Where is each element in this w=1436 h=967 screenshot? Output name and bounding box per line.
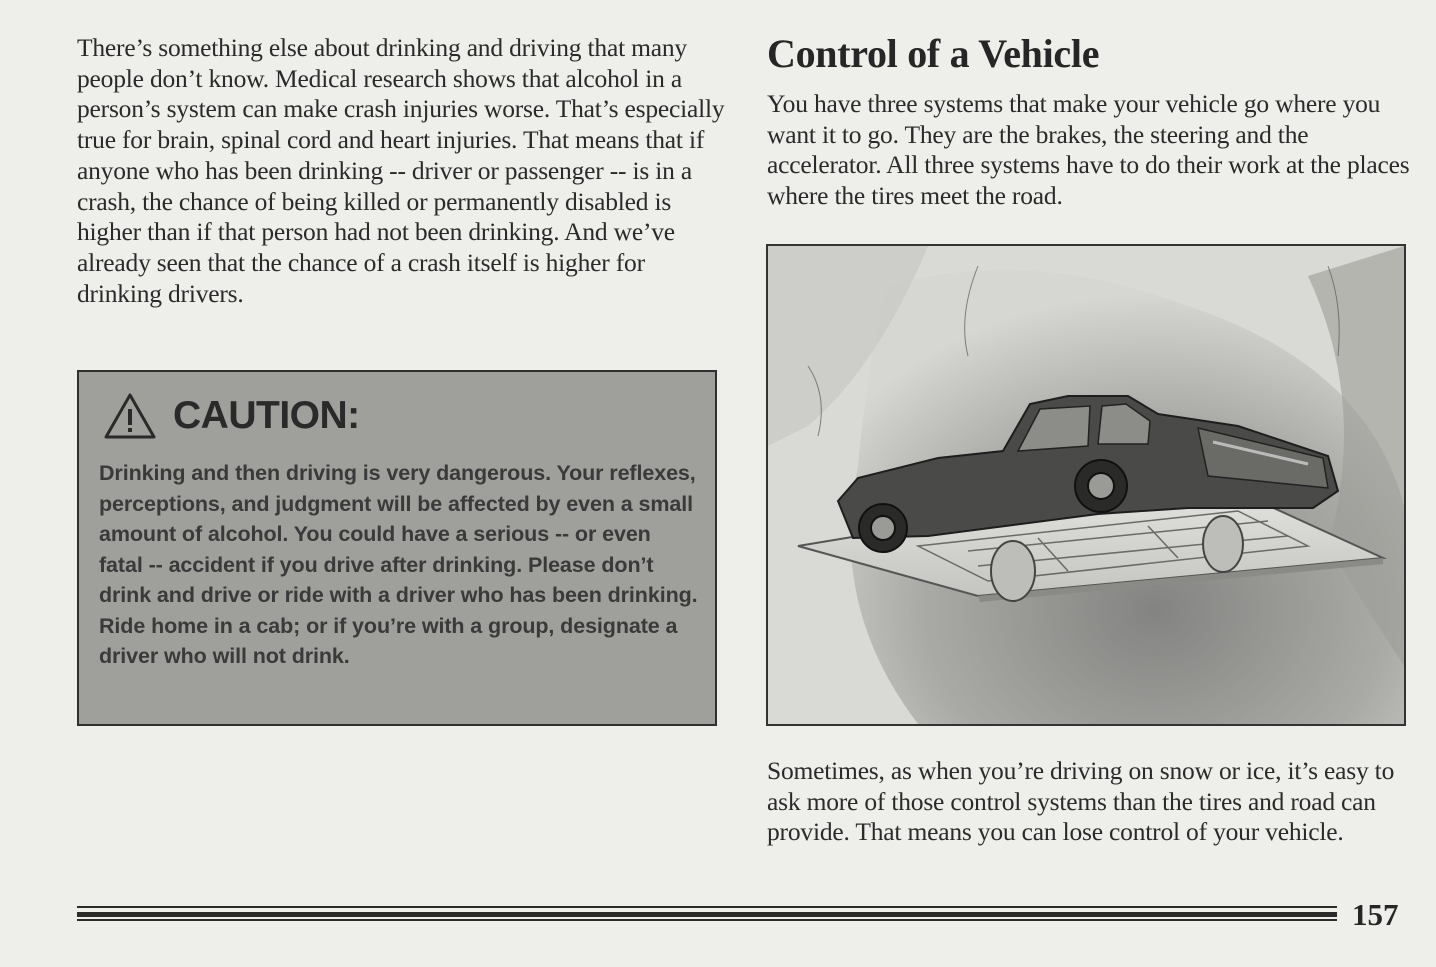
footer-rule (77, 904, 1337, 922)
caution-header (103, 392, 360, 440)
control-systems-paragraph: You have three systems that make your vehicle go where you want it to go. They are the brakes, the steering and the accelerator. All three systems have to do their work at the places where the tires meet the road. (767, 89, 1410, 211)
warning-triangle-icon (103, 392, 157, 440)
page-number: 157 (1352, 897, 1399, 932)
car-on-road-platform-illustration (766, 244, 1406, 726)
drinking-injuries-paragraph: There’s something else about drinking and driving that many people don’t know. Medical research shows that alcohol in a person’s system can make crash injuries worse. That’s especially true for brain, spinal cord and heart injuries. That means that if anyone who has been drinking -- driver or passenger -- is in a crash, the chance of being killed or permanently disabled is higher than if that person had not been drinking. And we’ve already seen that the chance of a crash itself is higher for drinking drivers. (77, 33, 725, 308)
section-heading: Control of a Vehicle (767, 31, 1100, 76)
caution-box (77, 370, 717, 726)
caution-title: CAUTION: (173, 394, 360, 437)
lose-control-paragraph: Sometimes, as when you’re driving on snow or ice, it’s easy to ask more of those control systems than the tires and road can provide. That means you can lose control of your vehicle. (767, 756, 1395, 846)
caution-text: Drinking and then driving is very dangerous. Your reflexes, perceptions, and judgment will be affected by even a small amount of alcohol. You could have a serious -- or even fatal -- accident if you drive after drinking. Please don’t drink and drive or ride with a driver who has been drinking. Ride home in a cab; or if you’re with a group, designate a driver who will not drink. (99, 461, 698, 668)
